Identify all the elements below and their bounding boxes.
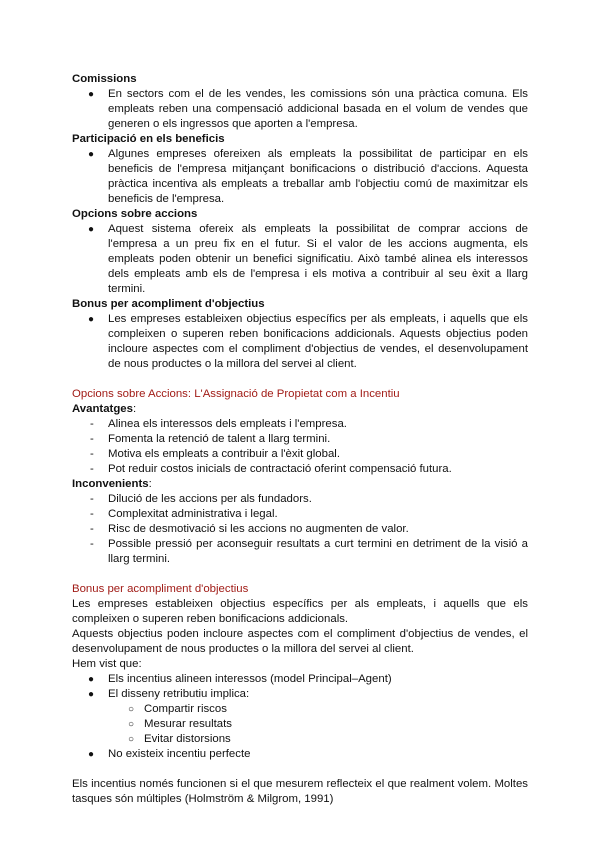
section-title-opcions: Opcions sobre Accions: L'Assignació de Propietat com a Incentiu bbox=[72, 388, 400, 400]
heading-comissions: Comissions bbox=[72, 73, 137, 85]
list-item: ● En sectors com el de les vendes, les comissions són una pràctica comuna. Els empleats reben una compensació addicional basada en el volum de vendes que generen o els ingressos que aporten a l'empresa. bbox=[88, 88, 528, 130]
list-item: ● Algunes empreses ofereixen als empleats la possibilitat de participar en els beneficis de l'empresa mitjançant bonificacions o distribució d'accions. Aquesta pràctica incentiva als empleats a treballar amb l'objectiu comú de maximitzar els beneficis de l'empresa. bbox=[88, 148, 528, 205]
dash-marker: - bbox=[90, 448, 94, 460]
avantatges-heading: Avantatges: bbox=[72, 403, 137, 415]
spacer bbox=[72, 762, 528, 777]
list-item: - Fomenta la retenció de talent a llarg termini. bbox=[90, 433, 331, 445]
bullet-marker: ● bbox=[88, 674, 95, 685]
list-item: - Alinea els interessos dels empleats i l'empresa. bbox=[90, 418, 347, 430]
list-last bbox=[72, 747, 528, 762]
heading-participacio: Participació en els beneficis bbox=[72, 133, 225, 145]
list-avantatges bbox=[72, 417, 528, 477]
list-item: ○ Mesurar resultats bbox=[128, 718, 232, 730]
paragraph: Hem vist que: bbox=[72, 658, 142, 670]
list-disseny bbox=[72, 702, 528, 747]
list-item: ● El disseny retributiu implica: bbox=[88, 688, 250, 700]
dash-marker: - bbox=[90, 463, 94, 475]
dash-marker: - bbox=[90, 523, 94, 535]
heading-opcions: Opcions sobre accions bbox=[72, 208, 198, 220]
list-item: - Risc de desmotivació si les accions no augmenten de valor. bbox=[90, 523, 409, 535]
dash-marker: - bbox=[90, 493, 94, 505]
list-inconvenients bbox=[72, 492, 528, 567]
list-item: ● Aquest sistema ofereix als empleats la possibilitat de comprar accions de l'empresa a un preu fix en el futur. Si el valor de les accions augmenta, els empleats poden obtenir un benefici significatiu. Això també alinea els interessos dels empleats amb els de l'empresa i els motiva a contribuir al seu èxit a llarg termini. bbox=[88, 223, 528, 295]
circle-marker: ○ bbox=[128, 719, 135, 730]
dash-marker: - bbox=[90, 418, 94, 430]
list-item: - Pot reduir costos inicials de contractació oferint compensació futura. bbox=[90, 463, 452, 475]
paragraph: Aquests objectius poden incloure aspectes com el compliment d'objectius de vendes, el desenvolupament de nous productes o la millora del servei al client. bbox=[72, 628, 528, 655]
paragraph: Les empreses estableixen objectius específics per als empleats, i aquells que els compleixen o superen reben bonificacions addicionals. bbox=[72, 598, 528, 625]
section-title-bonus: Bonus per acompliment d'objectius bbox=[72, 583, 249, 595]
list-item: ● Les empreses estableixen objectius específics per als empleats, i aquells que els compleixen o superen reben bonificacions addicionals. Aquests objectius poden incloure aspectes com el compliment d'objectius de vendes, el desenvolupament de nous productes o la millora del servei al client. bbox=[88, 313, 528, 370]
dash-marker: - bbox=[90, 508, 94, 520]
list-comissions bbox=[72, 87, 528, 132]
list-item: ○ Compartir riscos bbox=[128, 703, 227, 715]
list-item: - Motiva els empleats a contribuir a l'èxit global. bbox=[90, 448, 340, 460]
circle-marker: ○ bbox=[128, 704, 135, 715]
list-item: - Dilució de les accions per als fundadors. bbox=[90, 493, 312, 505]
document-page bbox=[72, 72, 528, 807]
bullet-marker: ● bbox=[88, 689, 95, 700]
bullet-marker: ● bbox=[88, 224, 95, 235]
circle-marker: ○ bbox=[128, 734, 135, 745]
heading-bonus: Bonus per acompliment d'objectius bbox=[72, 298, 265, 310]
list-item: ● No existeix incentiu perfecte bbox=[88, 748, 251, 760]
list-item: ○ Evitar distorsions bbox=[128, 733, 231, 745]
conclusion-paragraph: Els incentius només funcionen si el que mesurem reflecteix el que realment volem. Moltes tasques són múltiples (Holmström & Milgrom, 1991) bbox=[72, 778, 528, 805]
bullet-marker: ● bbox=[88, 749, 95, 760]
inconvenients-heading: Inconvenients: bbox=[72, 478, 152, 490]
dash-marker: - bbox=[90, 538, 94, 550]
bullet-marker: ● bbox=[88, 314, 95, 325]
bullet-marker: ● bbox=[88, 89, 95, 100]
list-item: - Complexitat administrativa i legal. bbox=[90, 508, 278, 520]
dash-marker: - bbox=[90, 433, 94, 445]
list-opcions bbox=[72, 222, 528, 297]
list-item: ● Els incentius alineen interessos (model Principal–Agent) bbox=[88, 673, 392, 685]
list-hem-vist bbox=[72, 672, 528, 702]
list-participacio bbox=[72, 147, 528, 207]
list-item: - Possible pressió per aconseguir resultats a curt termini en detriment de la visió a llarg termini. bbox=[90, 538, 528, 565]
bullet-marker: ● bbox=[88, 149, 95, 160]
list-bonus bbox=[72, 312, 528, 372]
